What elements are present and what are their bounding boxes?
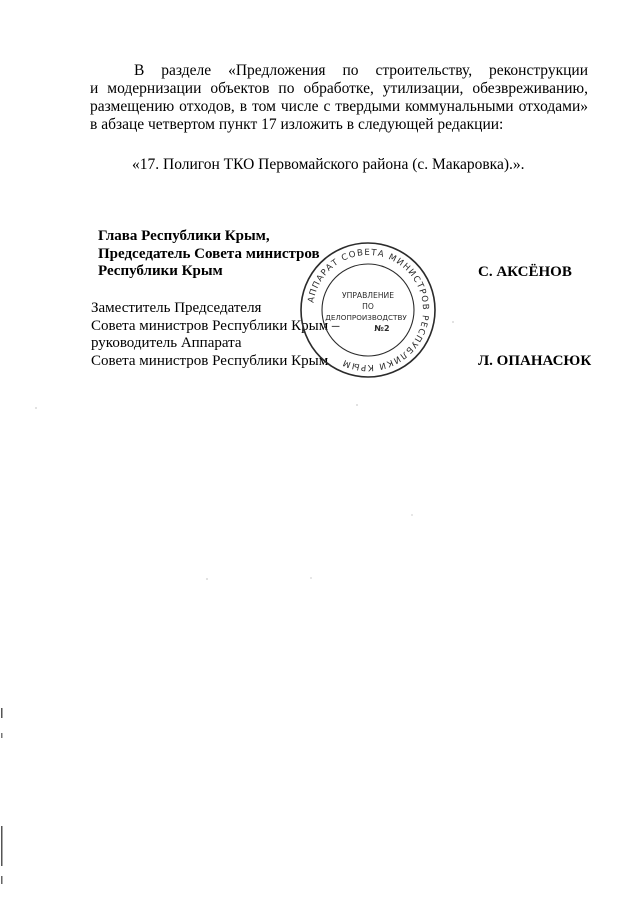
position-line: руководитель Аппарата: [91, 335, 242, 351]
stamp-center-line: УПРАВЛЕНИЕ: [341, 291, 395, 300]
position-line: Совета министров Республики Крым –: [91, 317, 340, 334]
stamp-ring-text: АППАРАТ СОВЕТА МИНИСТРОВ РЕСПУБЛИКИ КРЫМ: [306, 247, 431, 373]
paragraph-line: и модернизации объектов по обработке, утилизации, обезвреживанию,: [90, 80, 588, 97]
position-line: Заместитель Председателя: [91, 300, 262, 316]
paragraph-line: в абзаце четвертом пункт 17 изложить в следующей редакции:: [90, 116, 504, 133]
position-line: Глава Республики Крым,: [98, 228, 270, 244]
paragraph-line: В разделе «Предложения по строительству, реконструкции: [134, 62, 588, 79]
stamp-number: №2: [374, 324, 390, 333]
position-line: Республики Крым: [98, 263, 223, 279]
stamp-center-line: ДЕЛОПРОИЗВОДСТВУ: [325, 313, 407, 322]
position-line: Совета министров Республики Крым: [91, 352, 329, 369]
position-line: Председатель Совета министров: [98, 245, 320, 262]
stamp-center-line: ПО: [362, 302, 374, 311]
paragraph-line: размещению отходов, в том числе с твердыми коммунальными отходами»: [90, 98, 588, 115]
signatory-2-name: Л. ОПАНАСЮК: [478, 353, 592, 369]
signatory-1-name: С. АКСЁНОВ: [478, 264, 572, 280]
item-17-text: «17. Полигон ТКО Первомайского района (с. Макаровка).».: [132, 156, 525, 173]
